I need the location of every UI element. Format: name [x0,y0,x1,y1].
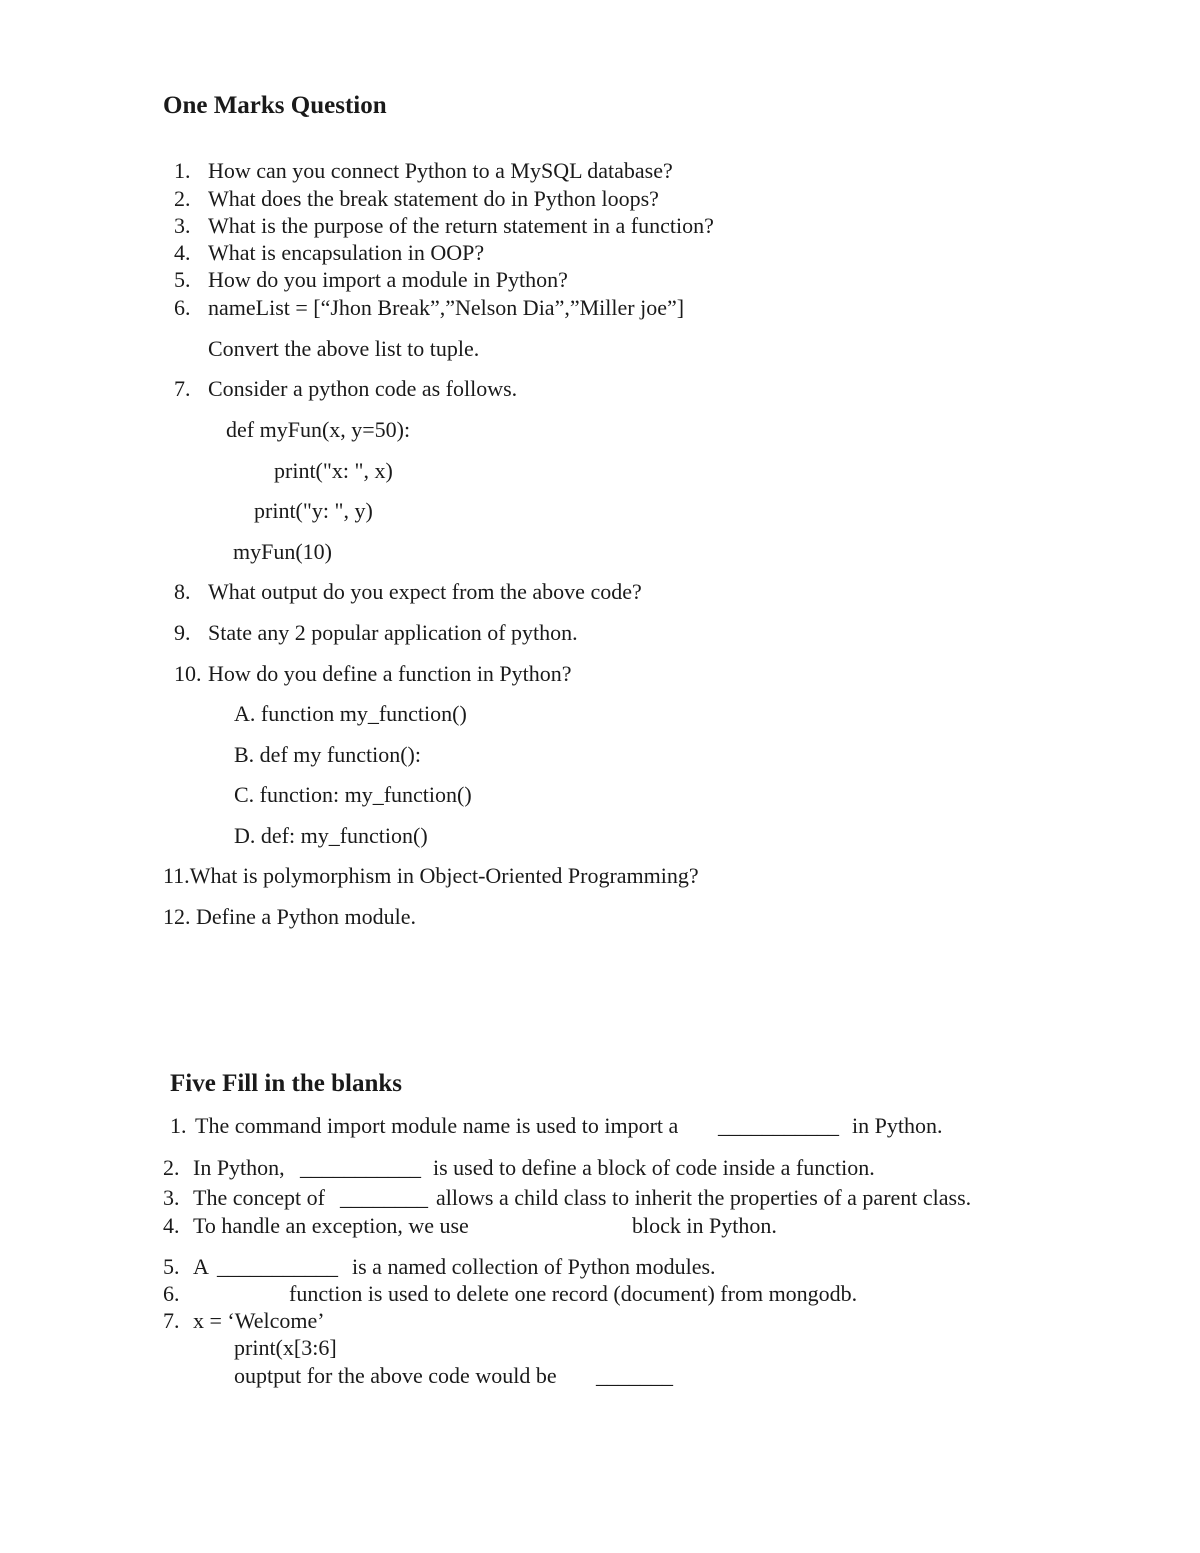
code-line-3: print("y: ", y) [254,498,373,523]
question-10-option-a: A. function my_function() [234,701,467,726]
question-6: 6. nameList = [“Jhon Break”,”Nelson Dia”,”Miller joe”] [174,295,685,320]
blank-item-5: 5. A ___________ is a named collection of Python modules. [163,1254,716,1279]
question-4: 4. What is encapsulation in OOP? [174,240,485,265]
question-8: 8. What output do you expect from the above code? [174,579,642,604]
question-10-option-b: B. def my function(): [234,742,421,767]
blank-item-4: 4. To handle an exception, we use block in Python. [163,1213,777,1238]
question-3: 3. What is the purpose of the return statement in a function? [174,213,714,238]
question-10-option-c: C. function: my_function() [234,782,472,807]
blank-item-7: 7. x = ‘Welcome’ [163,1308,325,1333]
question-10-option-d: D. def: my_function() [234,823,428,848]
question-12: 12. Define a Python module. [163,904,416,929]
blank-item-2: 2. In Python, ___________ is used to define a block of code inside a function. [163,1155,875,1180]
question-7: 7. Consider a python code as follows. [174,376,518,401]
question-9: 9. State any 2 popular application of python. [174,620,578,645]
question-6-instruction: Convert the above list to tuple. [208,336,480,361]
question-1: 1. How can you connect Python to a MySQL database? [174,158,673,183]
question-11: 11.What is polymorphism in Object-Oriented Programming? [163,863,699,888]
question-10: 10. How do you define a function in Python? [174,661,572,686]
code-line-1: def myFun(x, y=50): [226,417,411,442]
question-2: 2. What does the break statement do in Python loops? [174,186,659,211]
code-line-4: myFun(10) [233,539,332,564]
question-5: 5. How do you import a module in Python? [174,267,568,292]
section-title-fill-blanks: Five Fill in the blanks [170,1070,402,1097]
blank-item-6: 6. function is used to delete one record (document) from mongodb. [163,1281,858,1306]
blank-item-1: 1. The command import module name is used to import a ___________ in Python. [170,1113,943,1138]
blank-item-7-code: print(x[3:6] [234,1335,337,1360]
section-title-one-marks: One Marks Question [163,92,387,119]
code-line-2: print("x: ", x) [274,458,393,483]
blank-item-3: 3. The concept of ________ allows a child class to inherit the properties of a parent class. [163,1185,972,1210]
blank-item-7-prompt: ouptput for the above code would be _______ [234,1363,673,1388]
